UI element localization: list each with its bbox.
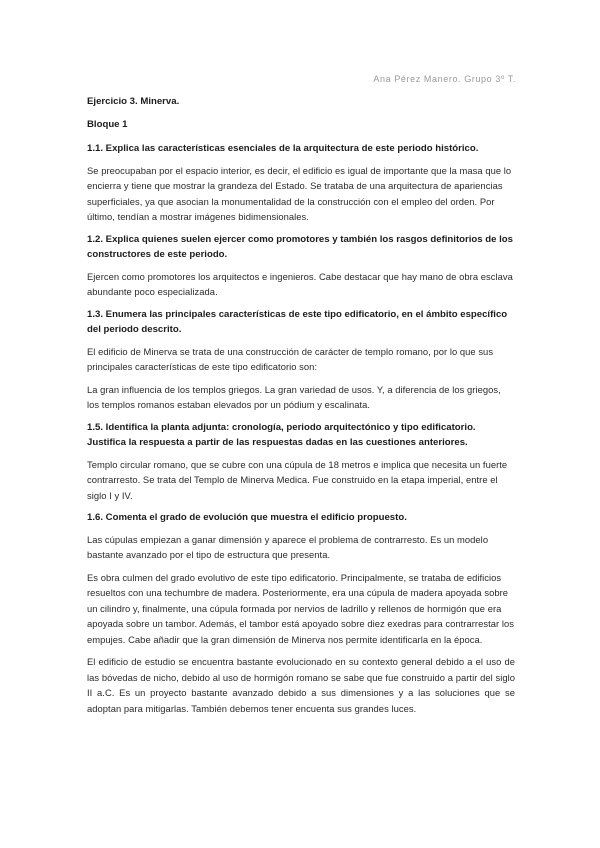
- question-1-6: 1.6. Comenta el grado de evolución que muestra el edificio propuesto.: [87, 512, 407, 523]
- question-1-3: 1.3. Enumera las principales características de este tipo edificatorio, en el ámbito específico del periodo descrito.: [87, 308, 508, 335]
- author-header: Ana Pérez Manero. Grupo 3º T.: [373, 74, 516, 84]
- answer-1-6-paragraph: Es obra culmen del grado evolutivo de este tipo edificatorio. Principalmente, se trataba de edificios resueltos con una techumbre de madera. Posteriormente, era una cúpula de madera apoyada sobre un cilindro y, finalmente, una cúpula formada por nervios de ladrillo y rellenos de hormigón que era apoyada sobre un tambor. Además, el tambor está apoyado sobre diez exedras para contrarrestar los empujes. Cabe añadir que la gran dimensión de Minerva nos permite identificarla en la época.: [87, 571, 514, 645]
- answer-1-6-paragraph: Las cúpulas empiezan a ganar dimensión y aparece el problema de contrarresto. Es un modelo bastante avanzado por el tipo de estructura que presenta.: [87, 533, 489, 560]
- question-1-1: 1.1. Explica las características esenciales de la arquitectura de este periodo histórico.: [87, 143, 479, 154]
- answer-1-6-paragraph: El edificio de estudio se encuentra bastante evolucionado en su contexto general debido a el uso de las bóvedas de nicho, debido al uso de hormigón romano se sabe que fue construido a partir del siglo II a.C. Es un proyecto bastante avanzado debido a sus dimensiones y a las soluciones que se adoptan para mitigarlas. También debemos tener encuenta sus grandes luces.: [87, 656, 515, 714]
- answer-1-3-paragraph: La gran influencia de los templos griegos. La gran variedad de usos. Y, a diferencia de los griegos, los templos romanos estaban elevados por un pódium y escalinata.: [87, 383, 501, 410]
- answer-1-2-paragraph: Ejercen como promotores los arquitectos e ingenieros. Cabe destacar que hay mano de obra esclava abundante poco especializada.: [87, 270, 513, 297]
- question-1-5: 1.5. Identifica la planta adjunta: cronología, periodo arquitectónico y tipo edificatorio. Justifica la respuesta a partir de las respuestas dadas en las cuestiones anteriores.: [87, 421, 476, 448]
- document-body: [87, 95, 515, 723]
- answer-1-5-paragraph: Templo circular romano, que se cubre con una cúpula de 18 metros e implica que necesita un fuerte contrarresto. Se trata del Templo de Minerva Medica. Fue construido en la etapa imperial, entre el siglo I y IV.: [87, 458, 508, 501]
- answer-1-1-paragraph: Se preocupaban por el espacio interior, es decir, el edificio es igual de importante que la masa que lo encierra y tiene que mostrar la grandeza del Estado. Se trataba de una arquitectura de apariencias superficiales, ya que asocian la monumentalidad de la construcción con el empleo del orden. Por último, tendían a mostrar imágenes bidimensionales.: [87, 164, 512, 222]
- answer-1-3-paragraph: El edificio de Minerva se trata de una construcción de carácter de templo romano, por lo que sus principales características de este tipo edificatorio son:: [87, 345, 494, 372]
- block-heading: Bloque 1: [87, 119, 128, 130]
- question-1-2: 1.2. Explica quienes suelen ejercer como promotores y también los rasgos definitorios de los constructores de este periodo.: [87, 233, 513, 260]
- exercise-title: Ejercicio 3. Minerva.: [87, 96, 180, 107]
